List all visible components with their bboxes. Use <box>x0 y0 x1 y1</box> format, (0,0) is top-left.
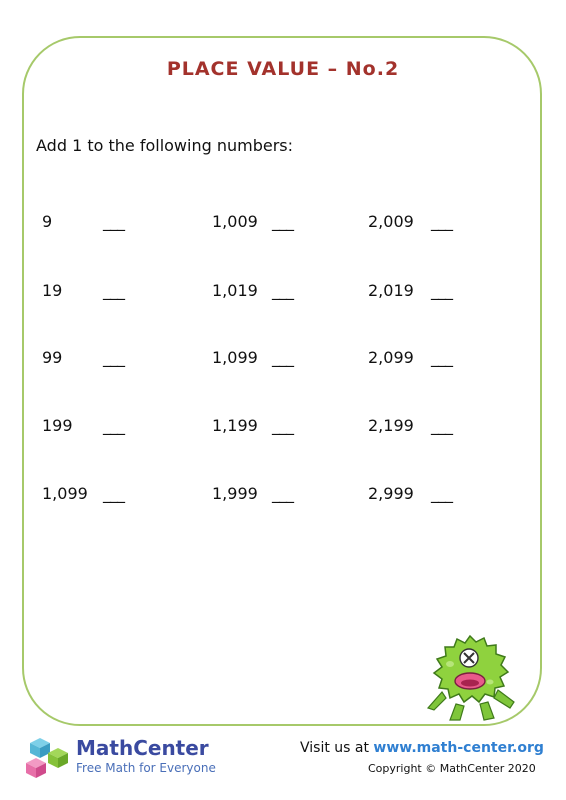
instruction-text: Add 1 to the following numbers: <box>36 136 294 155</box>
answer-blank: ___ <box>103 416 124 435</box>
problem-number: 1,009 <box>212 212 258 231</box>
answer-blank: ___ <box>431 281 452 300</box>
problem-number: 2,009 <box>368 212 414 231</box>
answer-blank: ___ <box>272 484 293 503</box>
problem-number: 2,999 <box>368 484 414 503</box>
answer-blank: ___ <box>431 348 452 367</box>
visit-prefix: Visit us at <box>300 740 369 756</box>
answer-blank: ___ <box>272 281 293 300</box>
answer-blank: ___ <box>272 416 293 435</box>
brand-tagline: Free Math for Everyone <box>76 761 216 775</box>
problem-number: 1,019 <box>212 281 258 300</box>
problem-number: 19 <box>42 281 63 300</box>
problem-number: 199 <box>42 416 73 435</box>
blocks-logo-icon <box>24 736 72 780</box>
problem-number: 2,199 <box>368 416 414 435</box>
monster-mascot-icon <box>420 630 520 722</box>
answer-blank: ___ <box>272 212 293 231</box>
problem-number: 99 <box>42 348 63 367</box>
problem-number: 9 <box>42 212 53 231</box>
problem-number: 1,999 <box>212 484 258 503</box>
brand-name: MathCenter <box>76 736 209 760</box>
answer-blank: ___ <box>103 484 124 503</box>
copyright-text: Copyright © MathCenter 2020 <box>368 762 536 775</box>
answer-blank: ___ <box>431 212 452 231</box>
answer-blank: ___ <box>103 348 124 367</box>
problem-number: 2,019 <box>368 281 414 300</box>
problem-number: 1,099 <box>42 484 88 503</box>
answer-blank: ___ <box>103 212 124 231</box>
page-title: PLACE VALUE – No.2 <box>166 58 400 80</box>
visit-line <box>300 740 544 756</box>
answer-blank: ___ <box>272 348 293 367</box>
problem-number: 1,199 <box>212 416 258 435</box>
website-link[interactable]: www.math-center.org <box>373 740 544 756</box>
answer-blank: ___ <box>103 281 124 300</box>
problem-number: 2,099 <box>368 348 414 367</box>
answer-blank: ___ <box>431 484 452 503</box>
problem-number: 1,099 <box>212 348 258 367</box>
answer-blank: ___ <box>431 416 452 435</box>
